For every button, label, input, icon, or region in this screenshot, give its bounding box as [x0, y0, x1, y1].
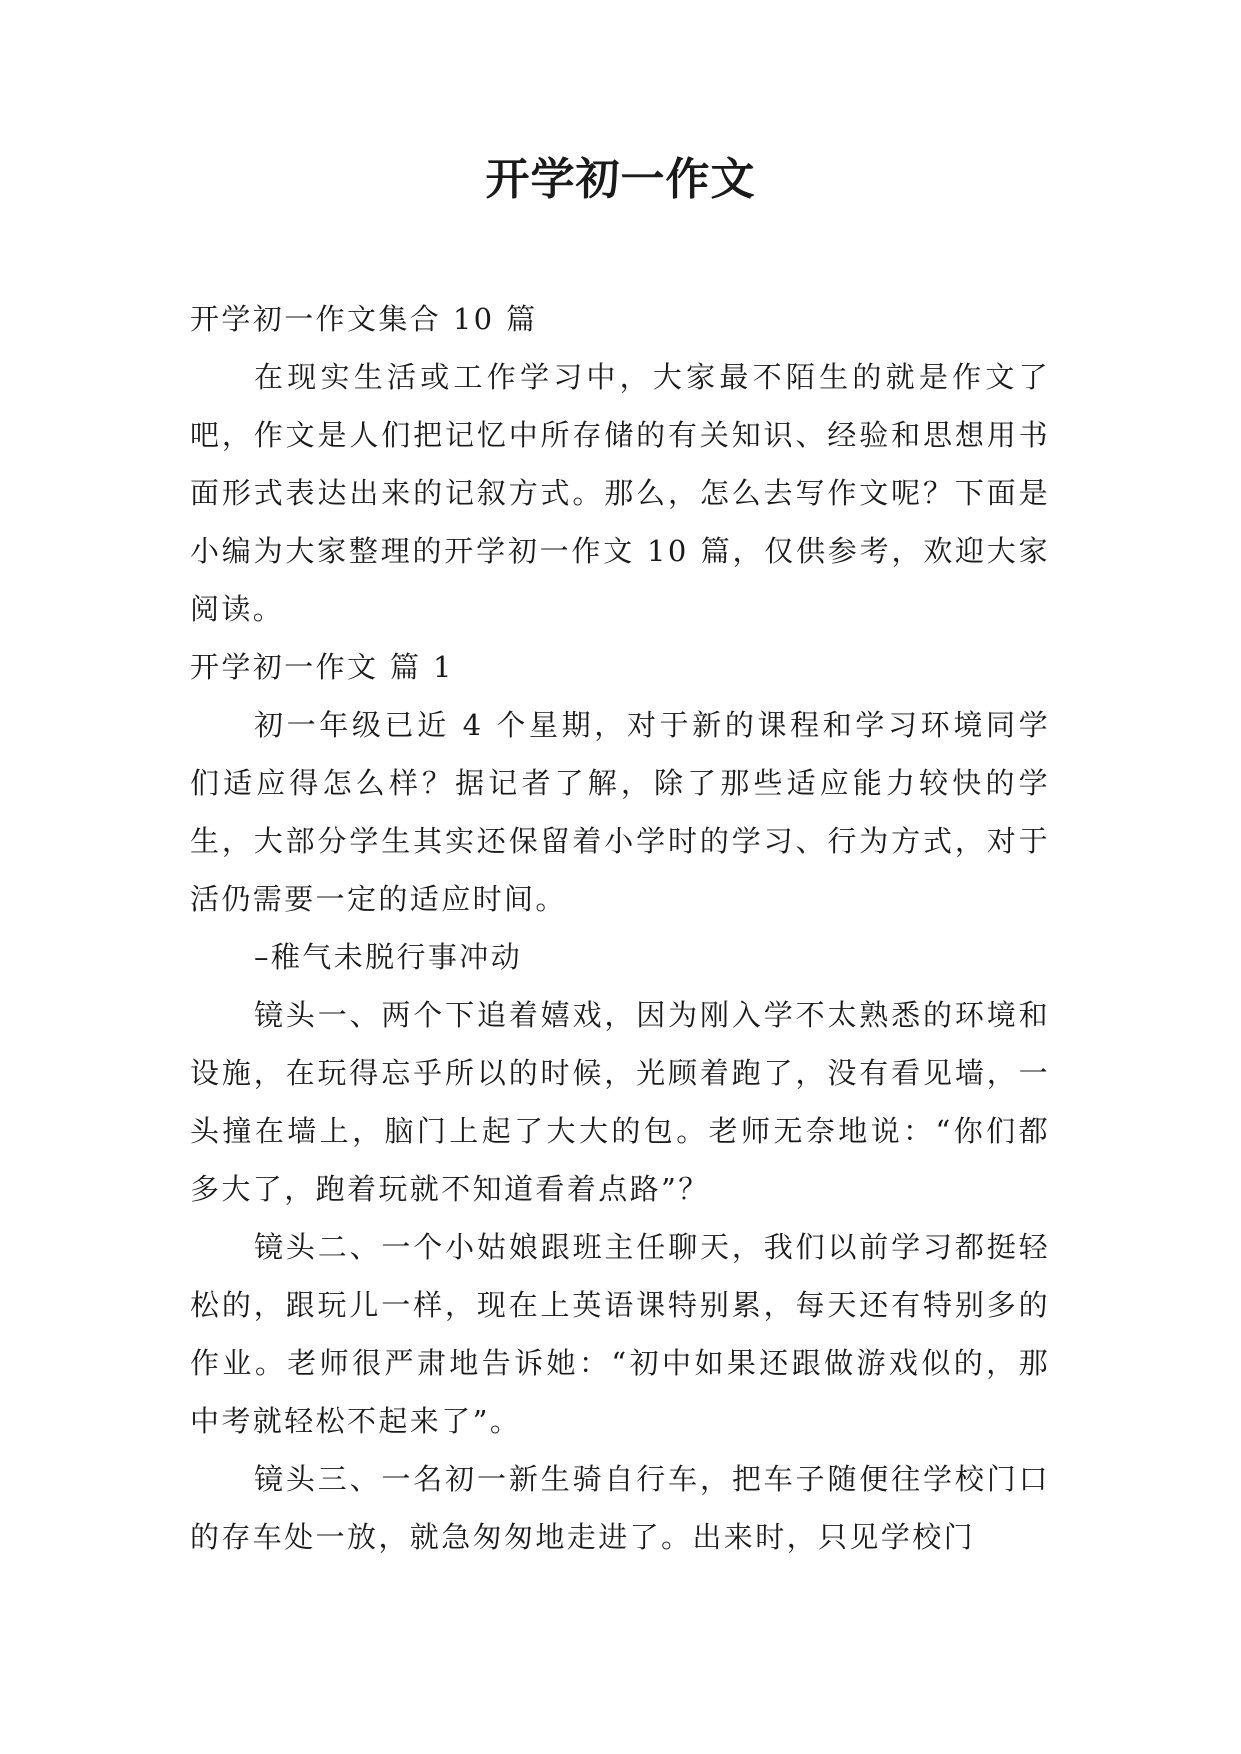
essay-1-heading: 开学初一作文 篇 1 — [190, 650, 454, 684]
section-subheading: –稚气未脱行事冲动 — [254, 940, 523, 974]
intro-paragraph: 在现实生活或工作学习中，大家最不陌生的就是作文了吧，作文是人们把记忆中所存储的有关知识、经验和思想用书面形式表达出来的记叙方式。那么，怎么去写作文呢？下面是小编为大家整理的开学初一作文 10 篇，仅供参考，欢迎大家阅读。 — [190, 360, 1050, 626]
collection-heading: 开学初一作文集合 10 篇 — [190, 302, 538, 336]
essay-1-paragraph: 初一年级已近 4 个星期，对于新的课程和学习环境同学们适应得怎么样？据记者了解，除了那些适应能力较快的学生，大部分学生其实还保留着小学时的学习、行为方式，对于活仍需要一定的适应时间。 — [190, 708, 1050, 916]
scene-two-paragraph: 镜头二、一个小姑娘跟班主任聊天，我们以前学习都挺轻松的，跟玩儿一样，现在上英语课特别累，每天还有特别多的作业。老师很严肃地告诉她：“初中如果还跟做游戏似的，那中考就轻松不起来了”。 — [190, 1230, 1050, 1438]
document-body — [190, 290, 1050, 1566]
document-title: 开学初一作文 — [485, 154, 756, 205]
scene-one-paragraph: 镜头一、两个下追着嬉戏，因为刚入学不太熟悉的环境和设施，在玩得忘乎所以的时候，光顾着跑了，没有看见墙，一头撞在墙上，脑门上起了大大的包。老师无奈地说：“你们都多大了，跑着玩就不知道看着点路”？ — [190, 998, 1050, 1206]
scene-three-paragraph: 镜头三、一名初一新生骑自行车，把车子随便往学校门口的存车处一放，就急匆匆地走进了。出来时，只见学校门 — [190, 1462, 1050, 1554]
